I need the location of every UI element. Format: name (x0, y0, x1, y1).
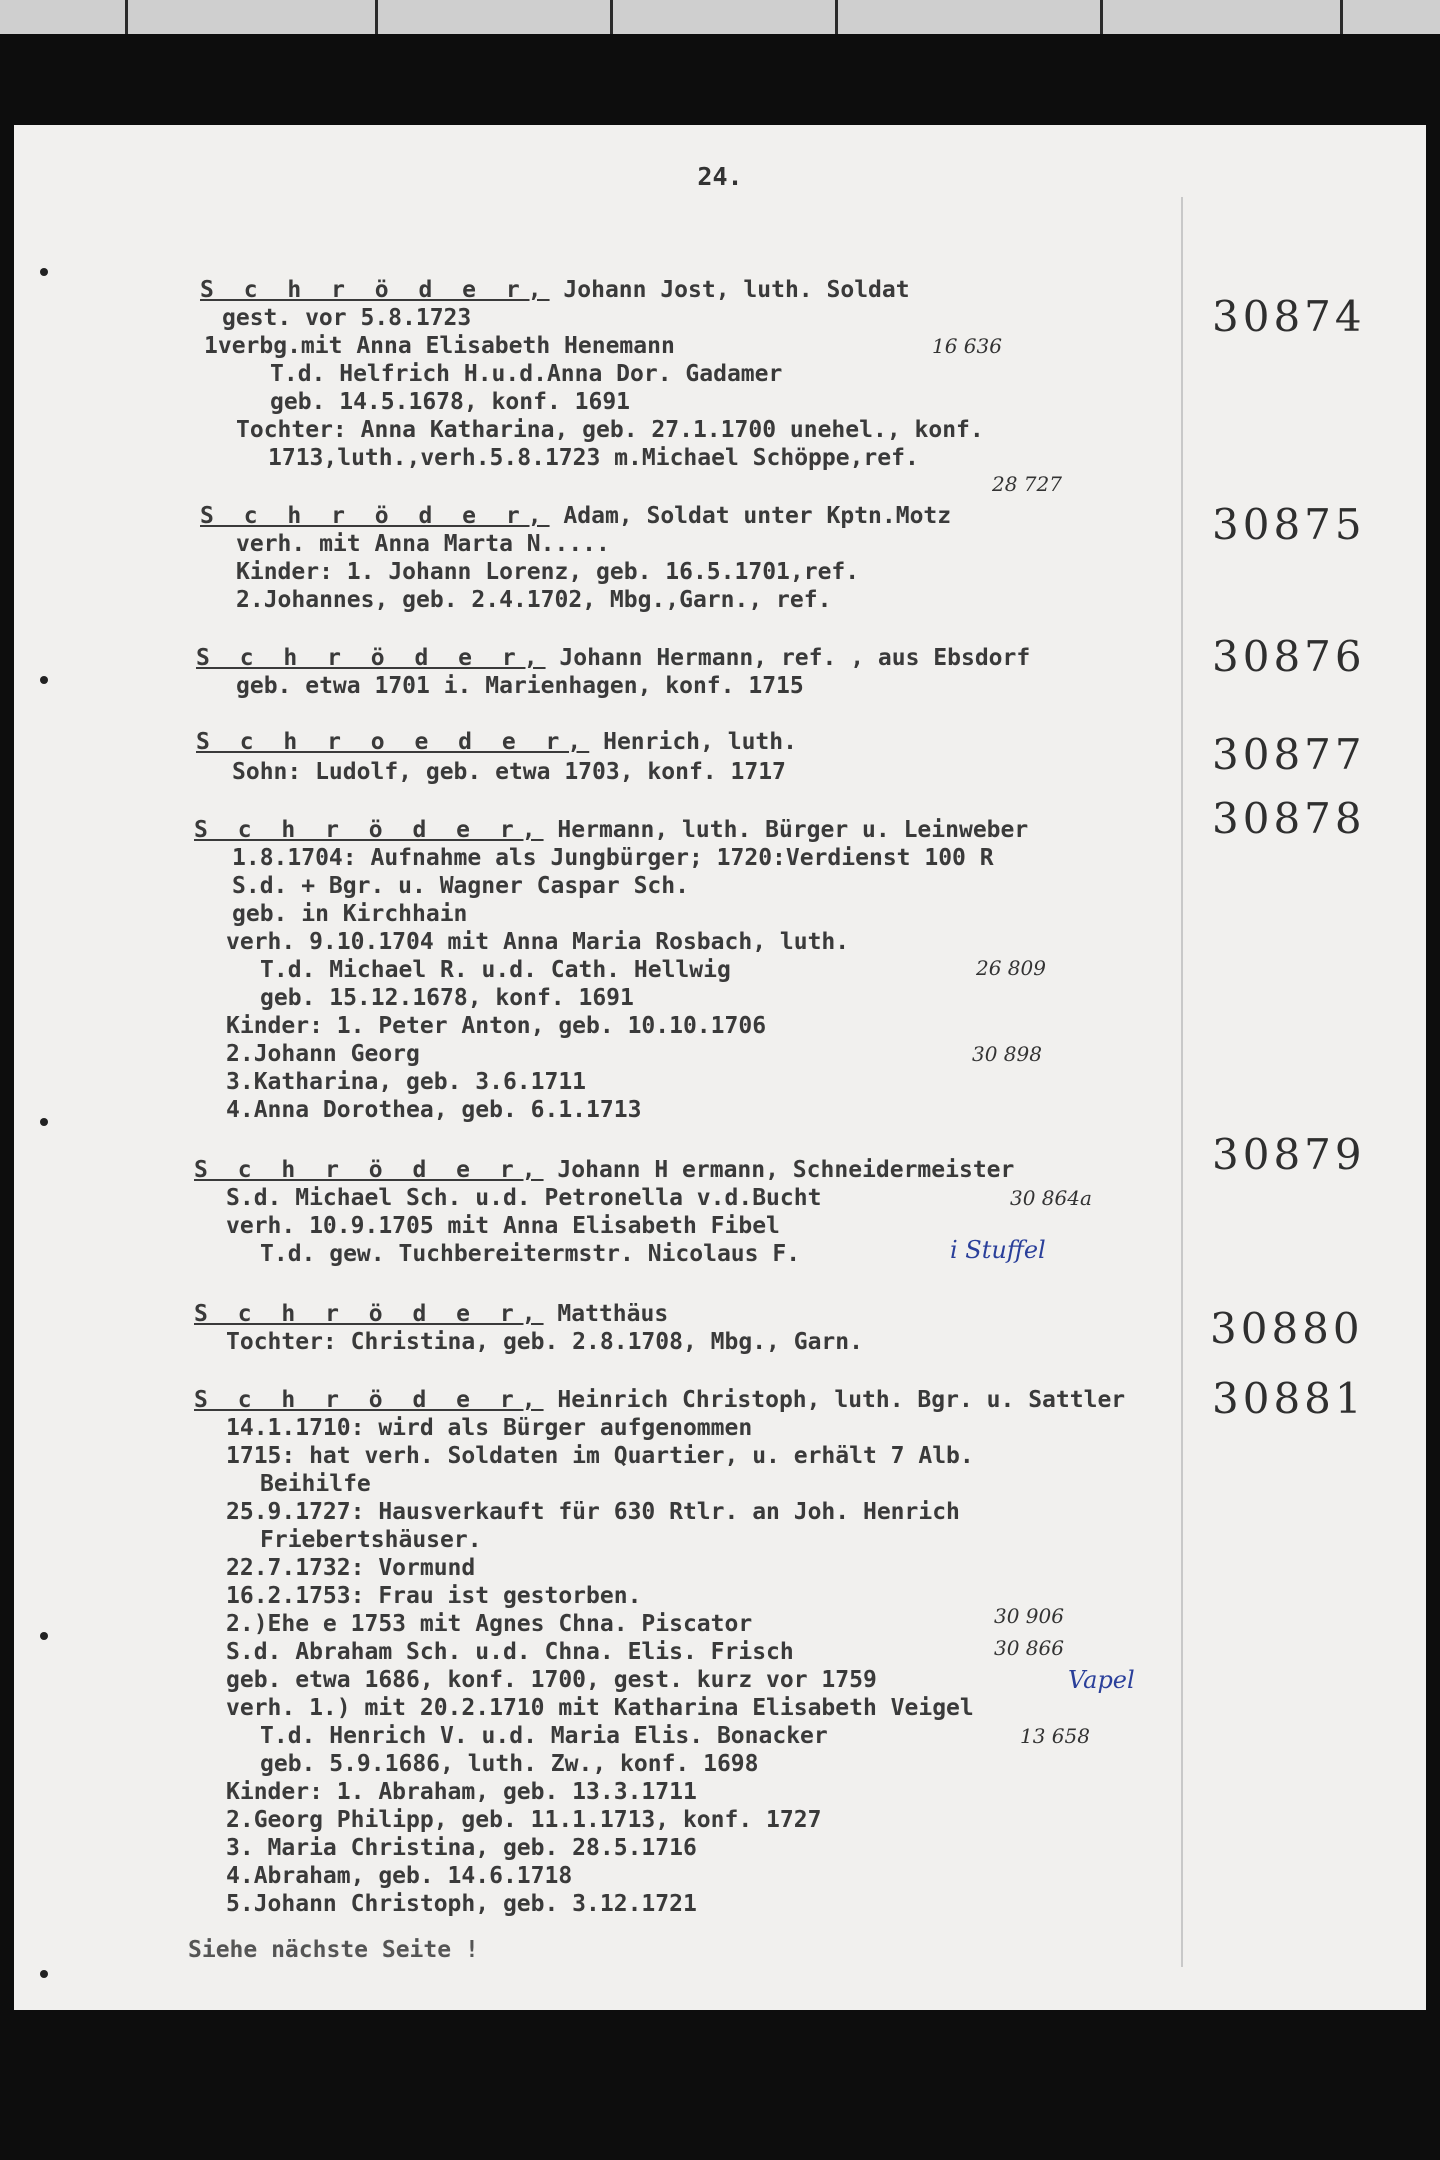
entry-line: 14.1.1710: wird als Bürger aufgenommen (226, 1415, 753, 1441)
entry-line: geb. etwa 1686, konf. 1700, gest. kurz vor 1759 (226, 1667, 877, 1693)
entry-line: T.d. Henrich V. u.d. Maria Elis. Bonacker (260, 1723, 828, 1749)
entry-line: T.d. Helfrich H.u.d.Anna Dor. Gadamer (270, 361, 783, 387)
entry-line: Beihilfe (260, 1471, 371, 1497)
surname: S c h r ö d e r, (194, 1387, 544, 1413)
record-number: 30881 (1212, 1374, 1366, 1423)
punch-hole (40, 268, 48, 276)
punch-hole (40, 1970, 48, 1978)
record-number: 30880 (1210, 1304, 1364, 1353)
entry-line: 2.)Ehe e 1753 mit Agnes Chna. Piscator (226, 1611, 753, 1637)
entry-line: S.d. + Bgr. u. Wagner Caspar Sch. (232, 873, 689, 899)
entry-line: 5.Johann Christoph, geb. 3.12.1721 (226, 1891, 697, 1917)
surname: S c h r ö d e r, (200, 503, 550, 529)
entry-line: Kinder: 1. Abraham, geb. 13.3.1711 (226, 1779, 697, 1805)
entry-line: 1713,luth.,verh.5.8.1723 m.Michael Schöppe,ref. (268, 445, 919, 471)
entry-line: 2.Johann Georg (226, 1041, 420, 1067)
record-number: 30879 (1212, 1130, 1366, 1179)
entry-line: verh. 1.) mit 20.2.1710 mit Katharina Elisabeth Veigel (226, 1695, 974, 1721)
entry-line: 3. Maria Christina, geb. 28.5.1716 (226, 1835, 697, 1861)
entry-line: verh. mit Anna Marta N..... (236, 531, 610, 557)
surname: S c h r ö d e r, (194, 1157, 544, 1183)
entry-line: Tochter: Anna Katharina, geb. 27.1.1700 unehel., konf. (236, 417, 984, 443)
margin-rule (1181, 197, 1183, 1967)
entry-line: Kinder: 1. Peter Anton, geb. 10.10.1706 (226, 1013, 767, 1039)
entry-line: Sohn: Ludolf, geb. etwa 1703, konf. 1717 (232, 759, 786, 785)
entry-line: 4.Abraham, geb. 14.6.1718 (226, 1863, 573, 1889)
surname: S c h r ö d e r, (194, 1301, 544, 1327)
entry-line: 4.Anna Dorothea, geb. 6.1.1713 (226, 1097, 642, 1123)
entry-line: S.d. Michael Sch. u.d. Petronella v.d.Bucht (226, 1185, 822, 1211)
punch-hole (40, 676, 48, 684)
handwritten-note: 13 658 (1020, 1724, 1090, 1748)
heading-rest: Henrich, luth. (589, 729, 797, 755)
entry-line: 1verbg.mit Anna Elisabeth Henemann (204, 333, 675, 359)
entry-line: verh. 10.9.1705 mit Anna Elisabeth Fibel (226, 1213, 780, 1239)
record-number: 30876 (1212, 632, 1366, 681)
entry-line: 1715: hat verh. Soldaten im Quartier, u. erhält 7 Alb. (226, 1443, 974, 1469)
surname: S c h r ö d e r, (200, 277, 550, 303)
entry-line: geb. 14.5.1678, konf. 1691 (270, 389, 631, 415)
record-number: 30877 (1212, 730, 1366, 779)
entry-heading (196, 728, 797, 756)
heading-rest: Adam, Soldat unter Kptn.Motz (549, 503, 952, 529)
record-number: 30874 (1212, 292, 1366, 341)
punch-hole (40, 1632, 48, 1640)
heading-rest: Johann Jost, luth. Soldat (549, 277, 910, 303)
entry-heading (196, 644, 1030, 672)
record-number: 30875 (1212, 500, 1366, 549)
entry-line: 3.Katharina, geb. 3.6.1711 (226, 1069, 587, 1095)
entry-line: 2.Georg Philipp, geb. 11.1.1713, konf. 1727 (226, 1807, 822, 1833)
footer-note: Siehe nächste Seite ! (188, 1937, 479, 1963)
entry-line: Kinder: 1. Johann Lorenz, geb. 16.5.1701,ref. (236, 559, 860, 585)
handwritten-note: Vapel (1068, 1666, 1135, 1694)
entry-line: 22.7.1732: Vormund (226, 1555, 476, 1581)
handwritten-note: i Stuffel (950, 1236, 1046, 1264)
entry-line: geb. etwa 1701 i. Marienhagen, konf. 1715 (236, 673, 804, 699)
punch-hole (40, 1118, 48, 1126)
surname: S c h r ö d e r, (194, 817, 544, 843)
entry-line: geb. 15.12.1678, konf. 1691 (260, 985, 634, 1011)
entry-line: T.d. gew. Tuchbereitermstr. Nicolaus F. (260, 1241, 801, 1267)
surname: S c h r ö d e r, (196, 645, 546, 671)
handwritten-note: 16 636 (932, 334, 1002, 358)
record-number: 30878 (1212, 794, 1366, 843)
page-number: 24. (697, 162, 743, 191)
heading-rest: Hermann, luth. Bürger u. Leinweber (543, 817, 1029, 843)
entry-line: verh. 9.10.1704 mit Anna Maria Rosbach, luth. (226, 929, 850, 955)
entry-line: 1.8.1704: Aufnahme als Jungbürger; 1720:Verdienst 100 R (232, 845, 994, 871)
entry-line: Tochter: Christina, geb. 2.8.1708, Mbg., Garn. (226, 1329, 863, 1355)
entry-line: Friebertshäuser. (260, 1527, 482, 1553)
entry-line: 2.Johannes, geb. 2.4.1702, Mbg.,Garn., ref. (236, 587, 832, 613)
heading-rest: Heinrich Christoph, luth. Bgr. u. Sattler (543, 1387, 1126, 1413)
film-top-strip (0, 0, 1440, 34)
entry-line: geb. in Kirchhain (232, 901, 468, 927)
entry-heading (194, 1300, 668, 1328)
entry-heading (194, 1386, 1125, 1414)
surname: S c h r o e d e r, (196, 729, 590, 755)
heading-rest: Johann H ermann, Schneidermeister (543, 1157, 1015, 1183)
handwritten-note: 30 906 (994, 1604, 1064, 1628)
entry-line: S.d. Abraham Sch. u.d. Chna. Elis. Frisch (226, 1639, 794, 1665)
entry-line: 16.2.1753: Frau ist gestorben. (226, 1583, 642, 1609)
handwritten-note: 30 866 (994, 1636, 1064, 1660)
handwritten-note: 30 864a (1010, 1186, 1092, 1210)
handwritten-note: 30 898 (972, 1042, 1042, 1066)
entry-line: geb. 5.9.1686, luth. Zw., konf. 1698 (260, 1751, 759, 1777)
handwritten-note: 26 809 (976, 956, 1046, 980)
entry-heading (194, 816, 1028, 844)
entry-heading (200, 502, 951, 530)
heading-rest: Matthäus (543, 1301, 669, 1327)
entry-line: 25.9.1727: Hausverkauft für 630 Rtlr. an Joh. Henrich (226, 1499, 960, 1525)
entry-heading (200, 276, 910, 304)
heading-rest: Johann Hermann, ref. , aus Ebsdorf (545, 645, 1031, 671)
entry-heading (194, 1156, 1014, 1184)
entry-line: gest. vor 5.8.1723 (222, 305, 472, 331)
handwritten-note: 28 727 (992, 472, 1062, 496)
entry-line: T.d. Michael R. u.d. Cath. Hellwig (260, 957, 731, 983)
